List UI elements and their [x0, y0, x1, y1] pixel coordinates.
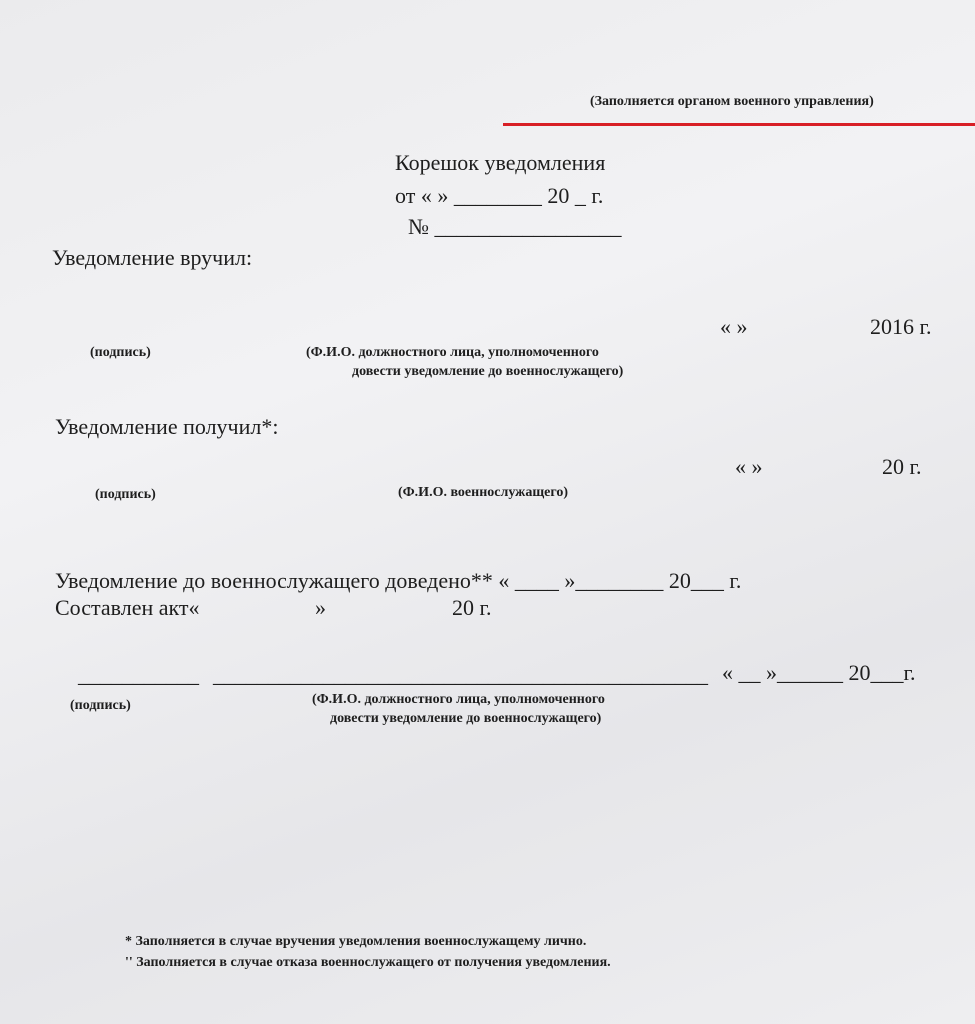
- handed-over-year: 2016 г.: [870, 314, 932, 339]
- official-caption-line1: (Ф.И.О. должностного лица, уполномоченного: [306, 345, 599, 360]
- final-official-caption-line1: (Ф.И.О. должностного лица, уполномоченного: [312, 692, 605, 707]
- date-line: от « » ________ 20 _ г.: [395, 183, 604, 208]
- official-name-blank: _____________________________________________: [213, 662, 708, 687]
- act-date-close: »: [315, 595, 326, 620]
- footnote-2: '' Заполняется в случае отказа военнослужащего от получения уведомления.: [125, 955, 611, 970]
- red-divider-line: [503, 123, 975, 126]
- received-signature-caption: (подпись): [95, 487, 156, 502]
- footnote-1: * Заполняется в случае вручения уведомления военнослужащему лично.: [125, 934, 587, 949]
- act-label: Составлен акт«: [55, 595, 200, 620]
- final-official-caption-line2: довести уведомление до военнослужащего): [330, 711, 602, 726]
- signature-caption: (подпись): [90, 345, 151, 360]
- act-year: 20 г.: [452, 595, 492, 620]
- received-date: « »: [735, 454, 763, 479]
- final-date-line: « __ »______ 20___г.: [722, 660, 916, 685]
- final-signature-caption: (подпись): [70, 698, 131, 713]
- signature-blank: ___________: [78, 662, 199, 687]
- received-heading: Уведомление получил*:: [55, 414, 279, 439]
- handed-over-date: « »: [720, 314, 748, 339]
- brought-to-serviceman-line: Уведомление до военнослужащего доведено** « ____ »________ 20___ г.: [55, 568, 742, 593]
- number-line: № _________________: [408, 214, 622, 239]
- handed-over-heading: Уведомление вручил:: [52, 245, 253, 270]
- official-caption-line2: довести уведомление до военнослужащего): [352, 364, 624, 379]
- serviceman-name-caption: (Ф.И.О. военнослужащего): [398, 485, 569, 500]
- document-title: Корешок уведомления: [395, 150, 606, 175]
- received-year: 20 г.: [882, 454, 922, 479]
- header-note: (Заполняется органом военного управления): [590, 94, 874, 109]
